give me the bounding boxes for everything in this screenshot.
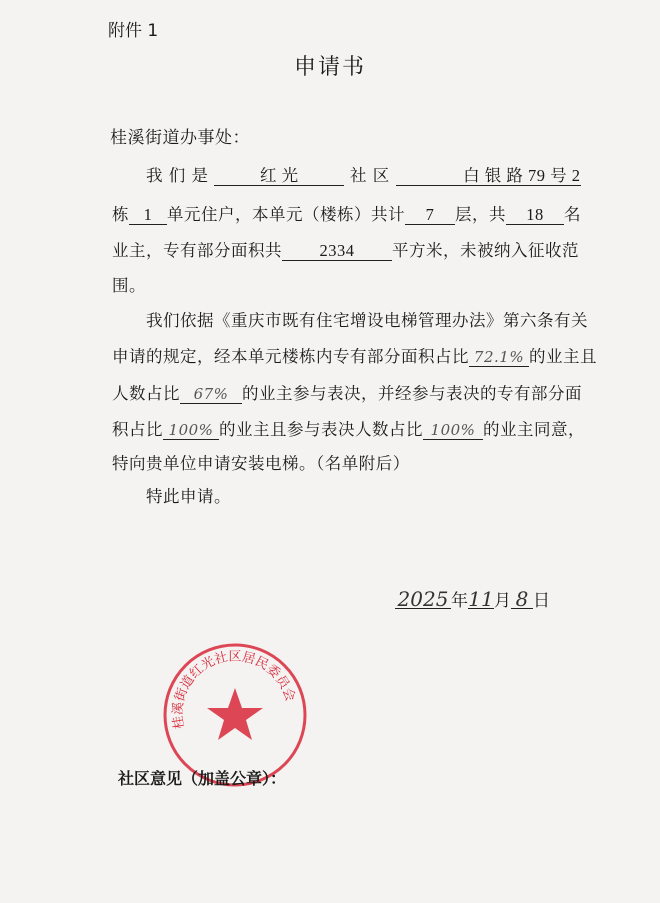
para2-line5: 特向贵单位申请安装电梯。（名单附后） <box>112 454 410 473</box>
area-pct-field: 72.1% <box>469 348 529 367</box>
community-opinion-label: 社区意见（加盖公章）： <box>118 769 287 788</box>
para2-line3: 人数占比 67% 的业主参与表决，并经参与表决的专有部分面 <box>112 384 582 403</box>
attachment-label: 附件 1 <box>108 21 159 41</box>
date: 2025 年11月 8 日 <box>395 586 550 611</box>
addressee: 桂溪街道办事处： <box>110 128 250 148</box>
area-field: 2334 <box>282 242 392 261</box>
seal-text: 桂溪街道红光社区居民委员会 <box>170 649 298 730</box>
para2-line4: 积占比 100% 的业主且参与表决人数占比 100% 的业主同意， <box>112 420 585 439</box>
date-month: 11 <box>468 587 494 611</box>
people-pct-field: 67% <box>180 385 242 404</box>
unit-field: 1 <box>129 206 167 225</box>
para1-line1: 我 们 是 红 光 社 区 白 银 路 79 号 2 <box>146 166 581 185</box>
date-year: 2025 <box>395 590 451 609</box>
owners-field: 18 <box>506 206 564 225</box>
date-day: 8 <box>511 590 533 609</box>
vote-area-pct-field: 100% <box>163 421 219 440</box>
vote-people-pct-field: 100% <box>423 421 483 440</box>
para2-line1: 我们依据《重庆市既有住宅增设电梯管理办法》第六条有关 <box>146 311 588 330</box>
closing: 特此申请。 <box>146 487 231 506</box>
para1-line3: 业主，专有部分面积共 2334 平方米，未被纳入征收范 <box>112 241 579 260</box>
community-field: 红 光 <box>214 167 344 186</box>
page-title: 申请书 <box>293 55 366 80</box>
floors-field: 7 <box>405 206 455 225</box>
para1-line4: 围。 <box>112 276 146 295</box>
para1-line2: 栋 1 单元住户，本单元（楼栋）共计 7 层，共 18 名 <box>112 205 581 224</box>
para2-line2: 申请的规定，经本单元楼栋内专有部分面积占比 72.1% 的业主且 <box>112 347 597 366</box>
seal-star-icon <box>207 688 263 740</box>
address-field: 白 银 路 79 号 2 <box>396 167 581 186</box>
